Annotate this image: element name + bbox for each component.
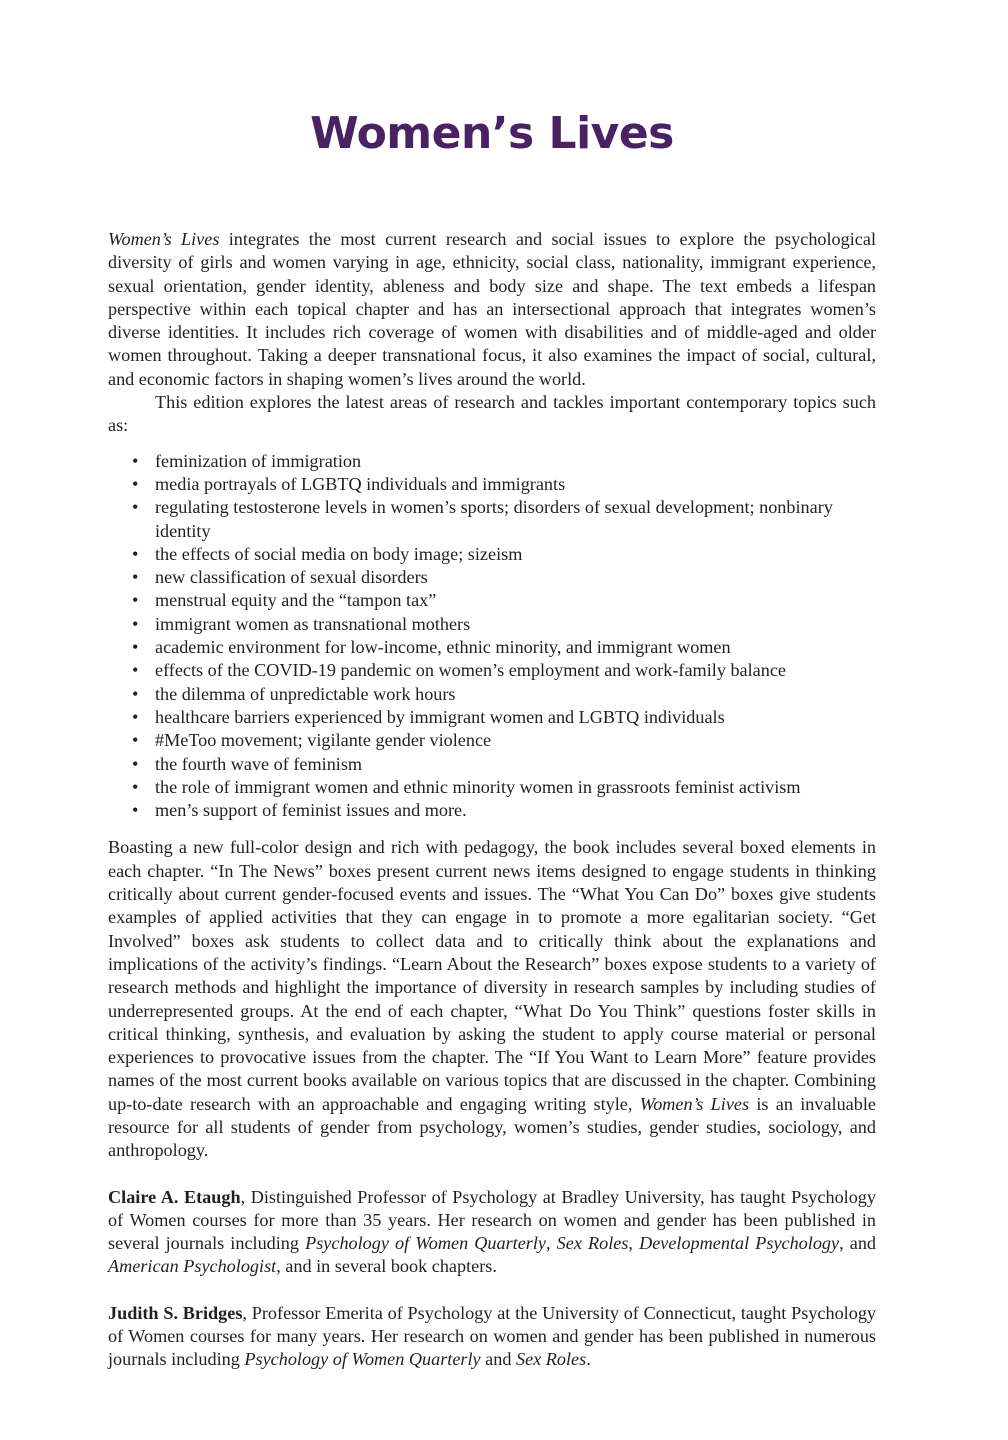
author-name: Judith S. Bridges: [108, 1302, 243, 1323]
topic-item: [132, 753, 876, 776]
features-paragraph: [108, 836, 876, 1162]
topic-text: menstrual equity and the “tampon tax”: [155, 590, 437, 611]
bullet-icon: •: [132, 753, 139, 774]
author-bio-etaugh: [108, 1186, 876, 1279]
features-text-end: is an invaluable resource for all students of gender from psychology, women’s studies, gender studies, sociology, and anthropology.: [108, 1093, 876, 1161]
topic-item: [132, 450, 876, 473]
topic-item: [132, 613, 876, 636]
bullet-icon: •: [132, 450, 139, 471]
topic-text: healthcare barriers experienced by immigrant women and LGBTQ individuals: [155, 706, 725, 727]
bullet-icon: •: [132, 497, 139, 518]
topic-item: [132, 776, 876, 799]
bullet-icon: •: [132, 567, 139, 588]
book-title-italic: Women’s Lives: [108, 229, 220, 249]
bullet-icon: •: [132, 473, 139, 494]
topic-item: [132, 473, 876, 496]
spacer: [108, 1279, 876, 1302]
bullet-icon: •: [132, 776, 139, 797]
separator: ,: [546, 1233, 557, 1254]
topic-text: feminization of immigration: [155, 450, 362, 471]
topic-item: [132, 543, 876, 566]
journal-title: American Psychologist: [108, 1256, 277, 1277]
topic-text: immigrant women as transnational mothers: [155, 613, 471, 634]
page-title: Women’s Lives: [310, 108, 674, 159]
author-bio-text-end: .: [586, 1349, 591, 1370]
topic-text: academic environment for low-income, ethnic minority, and immigrant women: [155, 637, 731, 658]
topic-text: the effects of social media on body image; sizeism: [155, 543, 523, 564]
bullet-icon: •: [132, 730, 139, 751]
topic-text: effects of the COVID-19 pandemic on women’s employment and work-family balance: [155, 660, 786, 681]
topic-item: [132, 589, 876, 612]
bullet-icon: •: [132, 660, 139, 681]
topic-text: men’s support of feminist issues and more.: [155, 800, 467, 821]
description-body: [108, 228, 876, 1372]
bullet-icon: •: [132, 683, 139, 704]
separator: ,: [628, 1233, 640, 1254]
author-bio-text: , Distinguished Professor of Psychology at Bradley University, has taught Psychology of Women courses for more than 35 years. Her research on women and gender has been published in several journals including: [108, 1186, 876, 1254]
topic-item: [132, 706, 876, 729]
topic-item: [132, 636, 876, 659]
intro-text: integrates the most current research and social issues to explore the psychological diversity of girls and women varying in age, ethnicity, social class, nationality, immigrant experience, sexual orientation, gender identity, ableness and body size and shape. The text embeds a lifespan perspective within each topical chapter and has an intersectional approach that integrates women’s diverse identities. It includes rich coverage of women with disabilities and of middle-aged and older women throughout. Taking a deeper transnational focus, it also examines the impact of social, cultural, and economic factors in shaping women’s lives around the world.: [108, 229, 876, 389]
topic-item: [132, 799, 876, 822]
topic-text: #MeToo movement; vigilante gender violence: [155, 730, 492, 751]
journal-title: Sex Roles: [515, 1349, 587, 1370]
author-bio-bridges: [108, 1302, 876, 1372]
bullet-icon: •: [132, 613, 139, 634]
intro-paragraph: [108, 228, 876, 391]
bullet-icon: •: [132, 637, 139, 658]
edition-paragraph: This edition explores the latest areas of research and tackles important contemporary topics such as:: [108, 392, 876, 436]
topic-text: media portrayals of LGBTQ individuals and immigrants: [155, 473, 566, 494]
journal-title: Sex Roles: [556, 1233, 629, 1254]
topic-item: [132, 683, 876, 706]
bullet-icon: •: [132, 543, 139, 564]
author-bio-text-end: , and in several book chapters.: [276, 1256, 497, 1277]
separator: , and: [839, 1233, 877, 1254]
bullet-icon: •: [132, 706, 139, 727]
topic-text: new classification of sexual disorders: [155, 567, 428, 588]
topic-text: the role of immigrant women and ethnic minority women in grassroots feminist activism: [155, 776, 801, 797]
topic-item: [132, 729, 876, 752]
topic-item: [132, 566, 876, 589]
book-title-italic: Women’s Lives: [639, 1093, 750, 1114]
topics-list: [108, 450, 876, 823]
journal-title: Developmental Psychology: [639, 1233, 840, 1254]
spacer: [108, 1163, 876, 1186]
topic-text: the dilemma of unpredictable work hours: [155, 683, 456, 704]
topic-text: regulating testosterone levels in women’s sports; disorders of sexual development; nonbinary identity: [155, 497, 833, 541]
separator: and: [480, 1349, 516, 1370]
author-bio-text: , Professor Emerita of Psychology at the University of Connecticut, taught Psychology of Women courses for many years. Her research on women and gender has been published in numerous journals including: [108, 1302, 877, 1370]
journal-title: Psychology of Women Quarterly: [305, 1233, 546, 1254]
journal-title: Psychology of Women Quarterly: [244, 1349, 481, 1370]
topic-item: [132, 659, 876, 682]
bullet-icon: •: [132, 800, 139, 821]
bullet-icon: •: [132, 590, 139, 611]
topic-item: [132, 496, 876, 543]
features-text: Boasting a new full-color design and rich with pedagogy, the book includes several boxed elements in each chapter. “In The News” boxes present current news items designed to engage students in thinking critically about current gender-focused events and issues. The “What You Can Do” boxes give students examples of applied activities that they can engage in to promote a more egalitarian society. “Get Involved” boxes ask students to collect data and to critically think about the explanations and implications of the activity’s findings. “Learn About the Research” boxes expose students to a variety of research methods and highlight the importance of diversity in research samples by including studies of underrepresented groups. At the end of each chapter, “What Do You Think” questions foster skills in critical thinking, synthesis, and evaluation by asking the student to apply course material or personal experiences to provocative issues from the chapter. The “If You Want to Learn More” feature provides names of the most current books available on various topics that are discussed in the chapter. Combining up-to-date research with an approachable and engaging writing style,: [108, 837, 876, 1114]
author-name: Claire A. Etaugh: [108, 1186, 241, 1207]
topic-text: the fourth wave of feminism: [155, 753, 363, 774]
